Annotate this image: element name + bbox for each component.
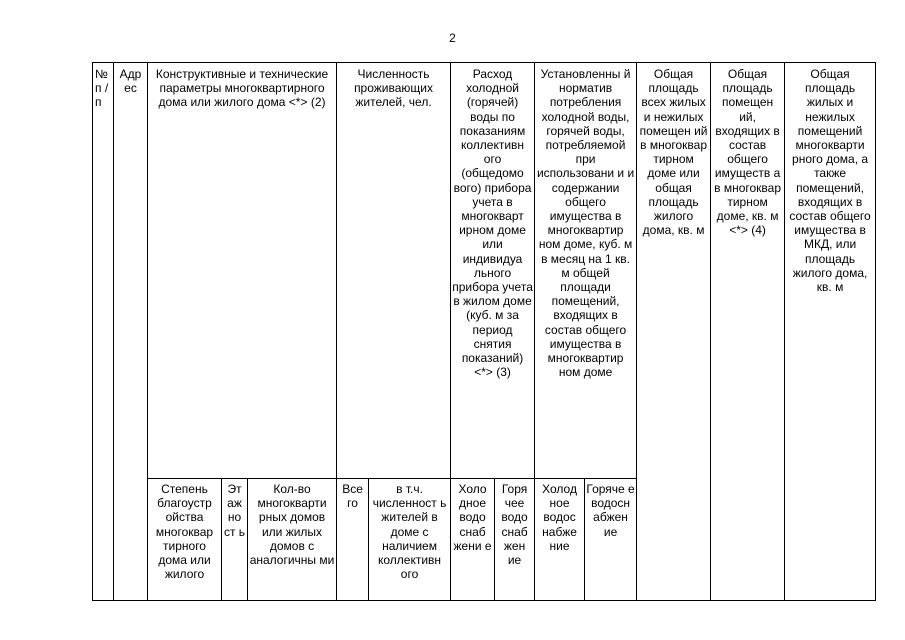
- subheader-hot-water-2: Горяче е водосн абжен ие: [585, 479, 637, 601]
- subheader-cold-water-1: Холо дное водо снаб жени е: [451, 479, 495, 601]
- page-number: 2: [449, 31, 456, 45]
- header-constructive-params: Конструктивные и технические параметры многоквартирного дома или жилого дома <*> (2): [148, 63, 337, 479]
- subheader-improvement: Степень благоустр ойства многоквар тирного дома или жилого: [148, 479, 222, 601]
- subheader-cold-water-2: Холод ное водос набже ние: [535, 479, 585, 601]
- header-residents: Численность проживающих жителей, чел.: [337, 63, 451, 479]
- header-total-area: Общая площадь всех жилых и нежилых помещен ий в многоквар тирном доме или общая площадь жилого дома, кв. м: [637, 63, 711, 601]
- header-water-consumption: Расход холодной (горячей) воды по показаниям коллективн ого (общедомо вого) прибора учета в многокварт ирном доме или индивидуа льного прибора учета в жилом доме (куб. м за период снятия показаний) <*> (3): [451, 63, 535, 479]
- subheader-floors: Эт аж но ст ь: [222, 479, 248, 601]
- header-num: № п /п: [93, 63, 114, 601]
- header-common-area: Общая площадь помещен ий, входящих в состав общего имуществ а в многоквар тирном доме, кв. м <*> (4): [711, 63, 785, 601]
- header-address: Адр ес: [114, 63, 148, 601]
- subheader-hot-water-1: Горя чее водо снаб жен ие: [495, 479, 535, 601]
- subheader-including: в т.ч. численност ь жителей в доме с наличием коллективн ого: [369, 479, 451, 601]
- header-row: [93, 63, 876, 479]
- header-norm: Установленны й норматив потребления холодной воды, горячей воды, потребляемой при использовани и и содержании общего имущества в многоквартир ном доме, куб. м в месяц на 1 кв. м общей площади помещений, входящих в состав общего имущества в многоквартир ном доме: [535, 63, 637, 479]
- header-living-area: Общая площадь жилых и нежилых помещений многокварти рного дома, а также помещений, входящих в состав общего имущества в МКД, или площадь жилого дома, кв. м: [785, 63, 876, 601]
- data-table: [92, 62, 876, 601]
- subheader-count-houses: Кол-во многокварти рных домов или жилых домов с аналогичны ми: [248, 479, 337, 601]
- subheader-total: Все го: [337, 479, 369, 601]
